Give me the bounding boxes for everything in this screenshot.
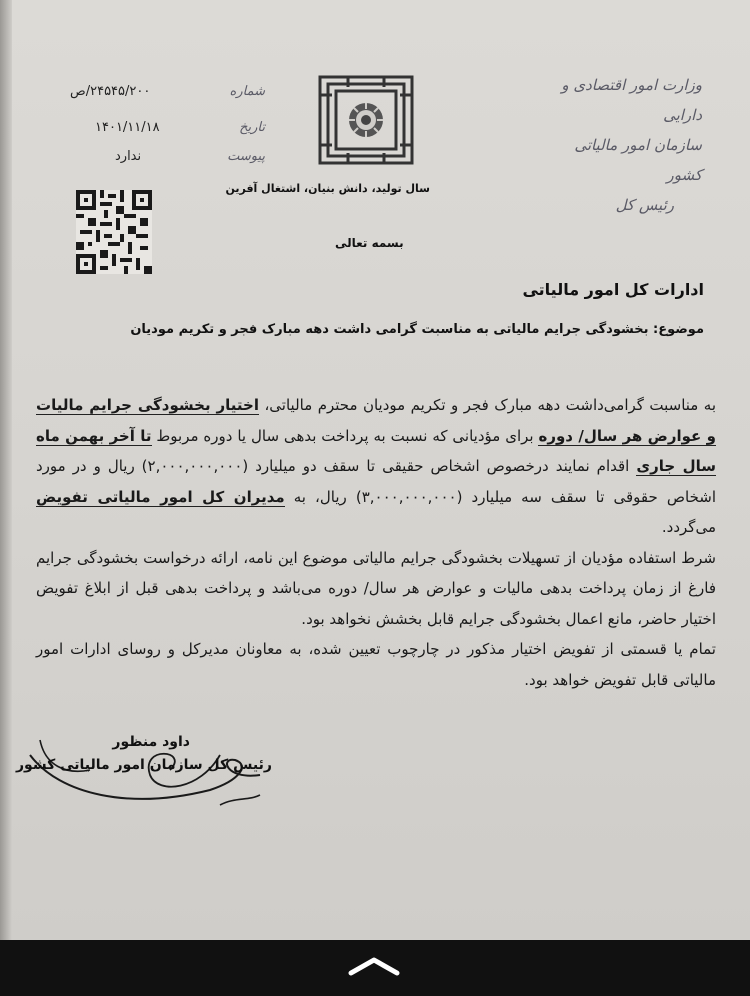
paragraph-3: تمام یا قسمتی از تفویض اختیار مذکور در چارچوب تعیین شده، به معاونان مدیرکل و روسای ادارات امور مالیاتی قابل تفویض خواهد بود. (36, 640, 716, 689)
organization-name: سازمان امور مالیاتی کشور (574, 136, 702, 184)
page-shadow (0, 0, 12, 940)
highlight-deadline: تا آخر بهمن ماه سال جاری (36, 426, 716, 475)
subject-line: موضوع: بخشودگی جرایم مالیاتی به مناسبت گرامی داشت دهه مبارک فجر و تکریم مودیان (130, 322, 704, 337)
ministry-name: وزارت امور اقتصادی و دارایی (561, 76, 702, 124)
letter-date-field (95, 120, 265, 138)
qr-code (76, 190, 152, 274)
slogan: سال تولید، دانش بنیان، اشتغال آفرین (225, 182, 430, 195)
letter-number-field (70, 84, 265, 102)
paragraph-2: شرط استفاده مؤدیان از تسهیلات بخشودگی جرایم مالیاتی موضوع این نامه، ارائه درخواست بخشودگی جرایم فارغ از زمان پرداخت بدهی مالیات و عوارض هر سال/ دوره می‌باشد و پرداخت بدهی قبل از ابلاغ تفویض اختیار حاضر، مانع اعمال بخشودگی جرایم قابل بخشش نخواهد بود. (36, 548, 716, 628)
letter-attachment-field (95, 149, 265, 167)
highlight-delegation: مدیران کل امور مالیاتی تفویض (36, 487, 285, 506)
chevron-up-icon[interactable] (345, 955, 403, 977)
date-label: تاریخ (239, 120, 265, 135)
attachment-value: ندارد (115, 149, 142, 164)
bismillah: بسمه تعالی (335, 236, 404, 250)
number-value: ۲۴۵۴۵/۲۰۰/ص (70, 84, 151, 99)
emblem-logo (318, 75, 414, 165)
date-value: ۱۴۰۱/۱۱/۱۸ (95, 120, 160, 135)
number-label: شماره (229, 84, 265, 99)
signer-title: رئیس کل سازمان امور مالیاتی کشور (16, 757, 272, 773)
ministry-header (542, 70, 702, 220)
signer-name: داود منظور (112, 734, 190, 750)
paragraph-1: به مناسبت گرامی‌داشت دهه مبارک فجر و تکریم مودیان محترم مالیاتی، اختیار بخشودگی جرایم مالیات و عوارض هر سال/ دوره برای مؤدیانی که نسبت به پرداخت بدهی سال یا دوره مربوط تا آخر بهمن ماه سال جاری اقدام نمایند درخصوص اشخاص حقیقی تا سقف دو میلیارد (۲,۰۰۰,۰۰۰,۰۰۰) ریال و در مورد اشخاص حقوقی تا سقف سه میلیارد (۳,۰۰۰,۰۰۰,۰۰۰) ریال، به مدیران کل امور مالیاتی تفویض می‌گردد. (36, 396, 717, 536)
addressee: ادارات کل امور مالیاتی (522, 280, 704, 299)
attachment-label: پیوست (227, 149, 265, 164)
highlight-authority: اختیار بخشودگی جرایم مالیات و عوارض هر سال/ دوره (36, 396, 716, 445)
letter-body (36, 390, 716, 695)
head-title: رئیس کل (615, 196, 674, 214)
